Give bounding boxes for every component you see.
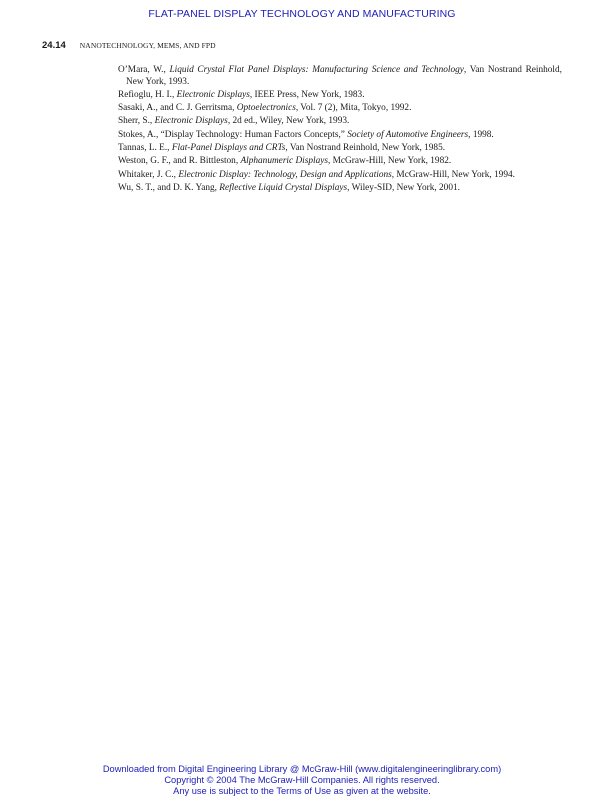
footer-terms-link[interactable]: Any use is subject to the Terms of Use as given at the website. <box>173 786 431 796</box>
reference-item <box>118 90 562 102</box>
reference-publisher: , Van Nostrand Reinhold, New York, 1985. <box>285 142 446 153</box>
running-head <box>42 40 216 51</box>
reference-title: Electronic Displays <box>176 89 250 100</box>
reference-authors: Sasaki, A., and C. J. Gerritsma, <box>118 103 237 114</box>
reference-item <box>118 156 562 168</box>
reference-publisher: , Wiley-SID, New York, 2001. <box>347 182 460 193</box>
reference-authors: Weston, G. F., and R. Bittleston, <box>118 156 241 167</box>
reference-publisher: , IEEE Press, New York, 1983. <box>249 89 365 100</box>
reference-list <box>118 65 562 196</box>
reference-publisher: , McGraw-Hill, New York, 1982. <box>328 156 452 167</box>
footer-download-link[interactable]: Downloaded from Digital Engineering Library @ McGraw-Hill (www.digitalengineeringlibrary.com) <box>102 764 502 774</box>
reference-title: Optoelectronics <box>236 103 296 114</box>
reference-title: Reflective Liquid Crystal Displays <box>219 182 348 193</box>
book-title-banner: FLAT-PANEL DISPLAY TECHNOLOGY AND MANUFACTURING <box>148 8 456 20</box>
section-title: NANOTECHNOLOGY, MEMS, AND FPD <box>79 41 216 50</box>
reference-item <box>118 130 562 142</box>
reference-authors: Whitaker, J. C., <box>118 169 179 180</box>
download-footer <box>0 764 604 797</box>
reference-title: Electronic Display: Technology, Design and Applications <box>178 169 392 180</box>
reference-authors: Refioglu, H. I., <box>118 89 177 100</box>
reference-item <box>118 143 562 155</box>
reference-item <box>118 116 562 128</box>
reference-publisher: , McGraw-Hill, New York, 1994. <box>391 169 515 180</box>
reference-title: Electronic Displays <box>154 116 228 127</box>
reference-authors: Stokes, A., “Display Technology: Human Factors Concepts,” <box>118 129 348 140</box>
reference-title: Society of Automotive Engineers <box>347 129 469 140</box>
reference-item <box>118 65 562 88</box>
page-number: 24.14 <box>42 40 66 51</box>
reference-item <box>118 170 562 182</box>
reference-authors: Wu, S. T., and D. K. Yang, <box>118 182 220 193</box>
reference-publisher: , Van Nostrand Reinhold, New York, 1993. <box>126 65 562 87</box>
reference-title: Liquid Crystal Flat Panel Displays: Manufacturing Science and Technology <box>169 65 464 75</box>
footer-copyright: Copyright © 2004 The McGraw-Hill Companies. All rights reserved. <box>164 775 440 785</box>
reference-item <box>118 103 562 115</box>
reference-publisher: , 1998. <box>468 129 494 140</box>
reference-publisher: , Vol. 7 (2), Mita, Tokyo, 1992. <box>295 103 412 114</box>
reference-authors: O’Mara, W., <box>118 65 170 75</box>
reference-authors: Sherr, S., <box>118 116 155 127</box>
reference-title: Flat-Panel Displays and CRTs <box>171 142 286 153</box>
reference-authors: Tannas, L. E., <box>118 142 172 153</box>
reference-publisher: , 2d ed., Wiley, New York, 1993. <box>227 116 350 127</box>
reference-title: Alphanumeric Displays <box>240 156 329 167</box>
reference-item <box>118 183 562 195</box>
